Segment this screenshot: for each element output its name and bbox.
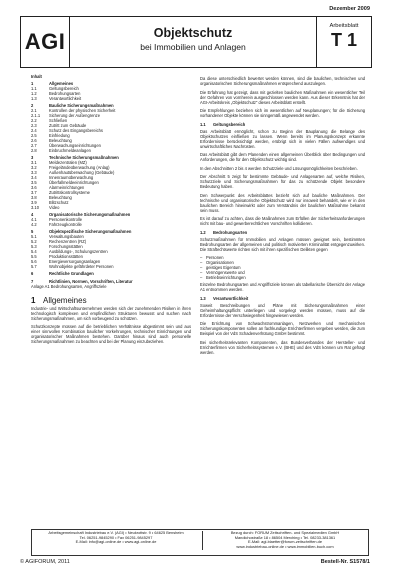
toc-entry — [31, 279, 191, 284]
toc-entry-number: 5.7 — [31, 263, 37, 269]
toc-entry-number: 4 — [31, 211, 34, 217]
issue-date: Dezember 2009 — [329, 6, 370, 12]
toc-entry-text: Überwachungseinrichtungen — [49, 142, 101, 148]
toc-entry-number: 3.2 — [31, 165, 37, 170]
publisher-footer — [31, 529, 369, 556]
toc-entry-number: 1 — [31, 81, 34, 86]
toc-entry-number: 5.3 — [31, 244, 37, 250]
toc-entry-number: 3.3 — [31, 169, 37, 175]
toc-entry-text: Beleuchtung — [49, 194, 72, 200]
toc-entry — [31, 264, 191, 269]
toc-entry-text: Forschungsstätten — [49, 244, 83, 249]
toc-entry-text: Energieversorgungsanlagen — [49, 258, 101, 264]
toc-entry-text: Schließen — [49, 118, 68, 123]
subsection-title: Geltungsbereich — [213, 121, 246, 127]
toc-entry-number: 2.4 — [31, 127, 37, 133]
toc-entry-text: Richtlinien, Normen, Vorschriften, Literatur — [49, 278, 133, 284]
footer-agi-address — [34, 531, 198, 545]
toc-entry-text: Allgemeines — [49, 81, 74, 86]
order-number: Bestell-Nr. S1578/1 — [320, 559, 370, 565]
toc-entry-text: Rechtliche Grundlagen — [49, 271, 94, 277]
toc-entry-text: Zutrittskontrollsysteme — [49, 189, 90, 195]
toc-entry-text: Wohnobjekte gefährdeter Personen — [49, 263, 114, 269]
toc-entry-number: 3 — [31, 155, 34, 161]
paragraph: Da diese unterschiedlich bewertet werden können, sind die baulichen, technischen und organisatorischen Sicherungsmaßnahmen entsprechend auszulegen. — [200, 76, 365, 86]
toc-entry-text: Fahrzeugkontrolle — [49, 221, 82, 227]
footer-line: Tel. 06251-9845290 • Fax 06251-9845297 — [79, 534, 153, 540]
paragraph: In den Abschnitten 2 bis 4 werden Schutzziele und Lösungsmöglichkeiten beschrieben. — [200, 165, 358, 171]
toc-entry-number: 5 — [31, 229, 34, 235]
dash-icon: – — [200, 260, 203, 265]
toc-entry-number: 3.6 — [31, 184, 37, 190]
copyright: © AGIFORUM, 2011 — [20, 559, 70, 565]
toc-entry-number: 4.1 — [31, 216, 37, 222]
toc-entry — [31, 271, 191, 276]
toc-entry-number: 2.1.1 — [31, 113, 41, 119]
subsection-number: 1.3 — [200, 295, 206, 301]
toc-entry-number: 5.1 — [31, 234, 37, 240]
footer-line: E-Mail: agi-blaetter@forum-zeitschriften.de — [247, 539, 322, 545]
toc-entry-text: Innenraumüberwachung — [49, 174, 94, 180]
sheet-label: Arbeitsblatt — [329, 23, 359, 29]
subsection-number: 1.1 — [200, 121, 206, 127]
section-heading — [31, 295, 191, 305]
toc-entry-text: Blitzschutz — [49, 199, 69, 205]
toc-entry-text: Außenhautüberwachung (Gebäude) — [49, 169, 115, 175]
toc-entry — [31, 222, 191, 227]
toc-entry-number: 5.5 — [31, 253, 37, 259]
subsection-title: Bedrohungsarten — [213, 229, 248, 235]
toc-annex: Anlage A1 Bedrohungsarten, Angriffsziele — [31, 283, 107, 289]
dash-icon: – — [200, 275, 203, 280]
footer-line: E-Mail: info@agi-online.de • www.agi-online.de — [75, 539, 157, 545]
subsection-heading — [200, 230, 365, 235]
paragraph: Industrie- und Wirtschaftsunternehmen werden sich der zunehmenden Risiken in ihren technologisch komplexen und empfindlichen Strukturen bewusst und suchen nach Sicherungsmaßnahmen, um sich vorbeugend zu schützen. — [31, 305, 191, 321]
toc-entry-number: 2.3 — [31, 123, 37, 128]
toc-entry-number: 1.1 — [31, 85, 37, 91]
toc-entry-text: Bauliche Sicherungsmaßnahmen — [49, 103, 114, 109]
table-of-contents — [31, 81, 191, 284]
toc-entry-number: 5.6 — [31, 258, 37, 264]
bullet-text: Vermögenswerte und — [206, 270, 245, 275]
toc-entry-number: 5.2 — [31, 239, 37, 245]
subsection-number: 1.2 — [200, 229, 206, 235]
toc-entry — [31, 148, 191, 153]
bullet-text: Organisationen — [206, 260, 234, 265]
toc-entry-text: Rechenzentren (RZ) — [49, 239, 87, 245]
paragraph: Das Arbeitsblatt gibt dem Planenden einen allgemeinen Überblick über Bedingungen und Anforderungen, die für den Objektschutz wichtig sind. — [200, 152, 365, 162]
toc-entry-number: 2 — [31, 103, 34, 109]
toc-entry-text: Sicherung der Außengrenze — [49, 113, 100, 119]
toc-entry-text: Meldezentralen (MZ) — [49, 160, 87, 165]
document-subtitle: bei Immobilien und Anlagen — [140, 42, 246, 52]
toc-entry-text: Beleuchtung — [49, 137, 72, 143]
toc-entry-text: Alarmeinrichtungen — [49, 184, 85, 190]
paragraph: Soweit Beschreibungen und Pläne mit Sicherungsmaßnahmen einer Geheimhaltungspflicht unterliegen und vorgelegt werden müssen, muss auf die Erfordernisse der Verschwiegenheit hingewiesen werden. — [200, 302, 365, 318]
toc-entry-number: 2.1 — [31, 108, 37, 114]
sheet-box — [316, 17, 371, 67]
toc-entry-number: 1.2 — [31, 90, 37, 96]
paragraph: Der Abschnitt 5 zeigt für bestimmte Gebäude- und Anlagenarten auf, welche Risiken, Schutzziele und Sicherungsmaßnahmen für das zu schützende Objekt besondere Bedeutung haben. — [200, 174, 365, 189]
paragraph: Es ist darauf zu achten, dass die Maßnahmen zum Erfüllen der Sicherheitsanforderungen nicht mit bau- und gewerberechtlichen Vorschriften kollidieren. — [200, 216, 365, 226]
toc-entry-number: 2.6 — [31, 137, 37, 143]
toc-entry-text: Verwaltungsbauten — [49, 234, 84, 240]
toc-entry-text: Einbruchmeldeanlagen — [49, 147, 91, 153]
toc-entry-number: 3.8 — [31, 194, 37, 200]
footer-line: Bezug durch: FORUM Zeitschriften- und Spezialmedien GmbH — [230, 530, 340, 535]
right-column — [200, 76, 365, 358]
dash-icon: – — [200, 255, 203, 260]
toc-entry-text: Kontrollen der physischen Sicherheit — [49, 108, 116, 114]
toc-entry-text: Einfriedung — [49, 132, 70, 138]
toc-entry-number: 7 — [31, 278, 34, 284]
bullet-text: geistiges Eigentum — [206, 265, 241, 270]
footer-line: www.industriebau-online.de • www.immobilien-buch.com — [236, 544, 334, 550]
toc-entry-number: 6 — [31, 271, 34, 277]
toc-entry-number: 2.2 — [31, 118, 37, 124]
subsection-title: Verantwortlichkeit — [213, 295, 249, 301]
toc-entry-text: Ausbildungs-, Schulungszentren — [49, 249, 108, 254]
title-box — [70, 17, 316, 67]
toc-entry-number: 2.7 — [31, 142, 37, 148]
paragraph: Die Erfahrung hat gezeigt, dass mit gezielten baulichen Maßnahmen ein wesentlicher Teil der Gefahren von vornherein ausgeschlossen werden kann. Aus dieser Erkenntnis hat der AGI-Arbeitskreis „Objektschutz“ dieses Arbeitsblatt erstellt. — [200, 89, 365, 105]
toc-entry — [31, 205, 191, 210]
toc-entry-text: Personenkontrolle — [49, 216, 82, 222]
document-title: Objektschutz — [153, 26, 233, 40]
footer-line: Arbeitsgemeinschaft Industriebau e.V. (AGI) • Neukrottstr. 9 • 64625 Bensheim — [48, 530, 184, 535]
toc-entry-text: Geltungsbereich — [49, 85, 79, 91]
paragraph: Einzelne Bedrohungsarten und Angriffsziele können als tabellarische Übersicht der Anlage A1 entnommen werden. — [200, 282, 365, 292]
toc-entry-number: 3.9 — [31, 199, 37, 205]
agi-logo: AGI — [21, 17, 70, 67]
dash-icon: – — [200, 270, 203, 275]
toc-entry-text: Video — [49, 204, 60, 210]
section-number: 1 — [31, 295, 36, 305]
toc-entry-text: Schutz des Eingangsbereichs — [49, 127, 103, 133]
bullet-item — [200, 275, 365, 280]
toc-entry-text: Produktionsstätten — [49, 253, 83, 259]
toc-entry-number: 4.2 — [31, 221, 37, 227]
bullet-text: Betriebseinrichtungen — [206, 275, 246, 280]
toc-entry-number: 3.4 — [31, 174, 37, 180]
toc-entry-number: 5.4 — [31, 249, 37, 254]
paragraph: Schutzkonzepte müssen auf die betrieblichen Verhältnisse abgestimmt sein und aus einer sinnvollen Kombination baulicher Vorkehrungen, technischer Einrichtungen und organisatorischer Maßnahmen bestehen. Darüber hinaus sind auch personelle Sicherungsmaßnahmen zu beachten und bei der Planung einzubeziehen. — [31, 324, 191, 345]
bullet-list — [200, 255, 365, 280]
toc-entry — [31, 96, 191, 101]
toc-entry-number: 3.1 — [31, 160, 37, 166]
bullet-text: Personen — [206, 255, 224, 260]
toc-entry-text: Freigeländeüberwachung (Anlag) — [49, 165, 110, 170]
paragraph: Den Schwerpunkt des Arbeitsblattes bezieht sich auf bauliche Maßnahmen. Der technische und organisatorische Objektschutz wird nur insoweit behandelt, wie er in den baulichen Bereich hineinwirkt oder zum Verständnis der baulichen Maßnahme bekannt sein muss. — [200, 192, 365, 213]
toc-entry-text: Bedrohungsarten — [49, 90, 81, 96]
toc-entry-number: 2.5 — [31, 132, 37, 138]
toc-entry-text: Technische Sicherungsmaßnahmen — [49, 155, 119, 161]
paragraph: Schutzmaßnahmen für Immobilien und Anlagen müssen geeignet sein, bestimmten Bedrohungsarten der allgemeinen und politisch motivierten Kriminalität entgegenzuwirken. Die Straftechtswerte richten sich mit ihren spezifischen Delikten gegen — [200, 236, 365, 252]
footer-distributor-address — [202, 531, 367, 550]
toc-entry-number: 3.5 — [31, 179, 37, 185]
document-header — [20, 16, 372, 68]
dash-icon: – — [200, 265, 203, 270]
section-title: Allgemeines — [43, 295, 87, 305]
toc-entry-text: Objektspezifische Sicherungsmaßnahmen — [49, 229, 132, 235]
paragraph: Die Empfehlungen beziehen sich im wesentlichen auf Neuplanungen; für die Sicherung vorhandener Objekte können sie sinngemäß angewendet werden. — [200, 108, 365, 118]
toc-heading: Inhalt — [31, 74, 42, 79]
toc-entry-number: 3.7 — [31, 189, 37, 195]
toc-entry-number: 3.10 — [31, 204, 39, 210]
paragraph: Bei sicherheitsrelevanten Komponenten, das Bundesverbandes der Hersteller- und Errichterfirmen von Sicherheitssystemen e.V. (BHE) und des VdS können um Rat gefragt werden. — [200, 339, 365, 355]
toc-entry-number: 2.8 — [31, 147, 37, 153]
toc-entry-text: Zutritt zum Gebäude — [49, 123, 87, 128]
subsection-heading — [200, 122, 365, 127]
toc-entry-text: Organisatorische Sicherungsmaßnahmen — [49, 211, 131, 217]
toc-entry-text: Verantwortlichkeit — [49, 95, 82, 101]
toc-entry-text: Überfallmeldeeinrichtungen — [49, 179, 99, 185]
footer-line: Mandichostraße 18 • 86504 Merching • Tel. 08233-381361 — [234, 534, 336, 540]
paragraph: Das Arbeitsblatt ermöglicht, schon zu Beginn der Bauplanung die Belange des Objektschutzes einfließen zu lassen. Wenn bereits im Planungskonzept erkannte Erfordernisse berücksichtigt werden, erübrigt sich in vielen Fällen aufwendiges und unwirtschaftliches Nachrüsten. — [200, 128, 365, 149]
paragraph: Die Errichtung von Schwachstrommanlagen, Netzwerken und mechanischen Sicherungskomponenten sollen an fachkundige Errichterfirmen vergeben werden, die zum Beispiel von der VdS Schadenverhütung GmbH bestimmt. — [200, 321, 365, 336]
left-column — [31, 74, 191, 348]
sheet-id: T 1 — [330, 30, 357, 50]
toc-entry-number: 1.3 — [31, 95, 37, 101]
subsection-heading — [200, 296, 365, 301]
